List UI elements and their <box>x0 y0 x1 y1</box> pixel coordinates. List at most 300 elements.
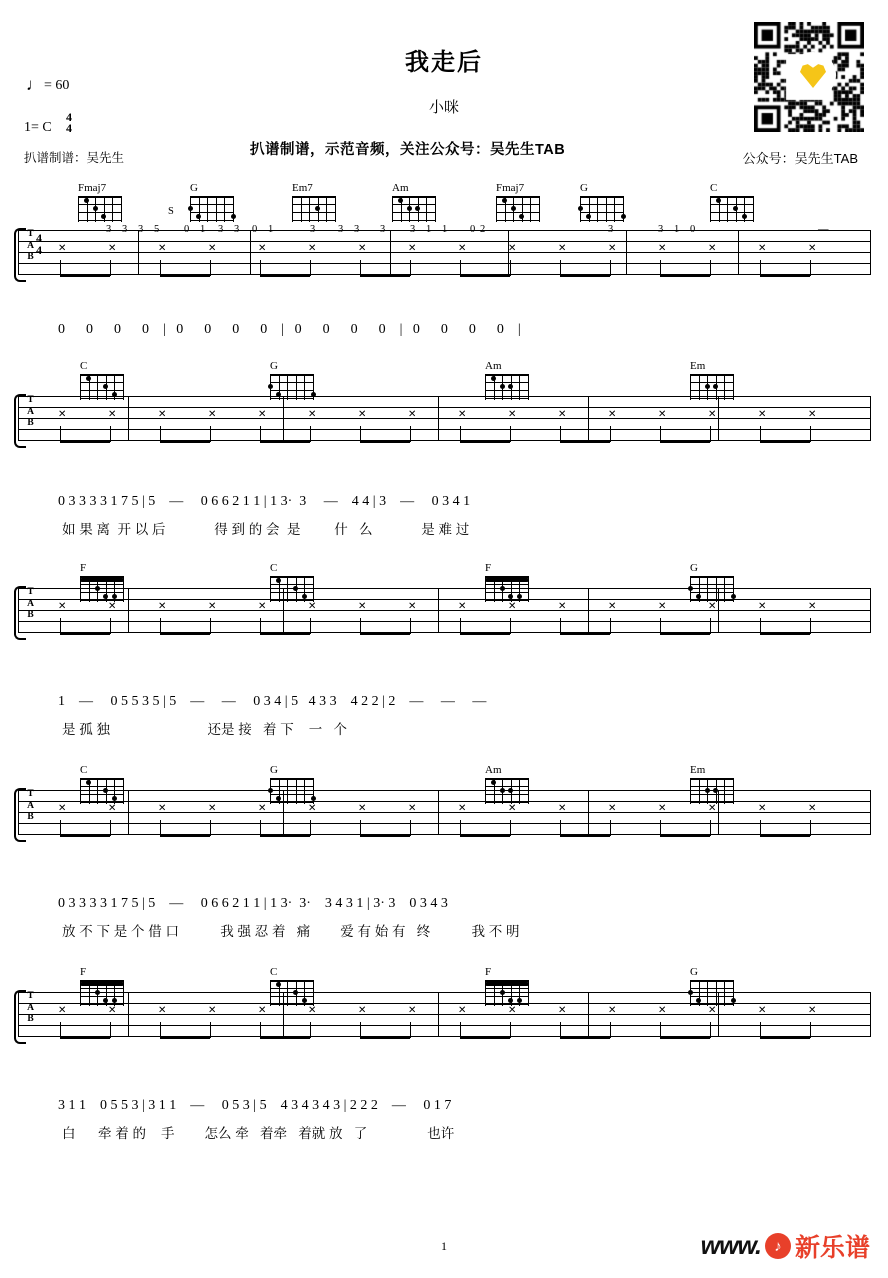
mute-stroke-mark: ✕ <box>458 803 467 814</box>
mute-stroke-mark: ✕ <box>158 803 167 814</box>
chord-label: C <box>80 360 88 372</box>
note-stem <box>410 1022 411 1038</box>
barline <box>390 230 391 275</box>
note-stem <box>560 426 561 442</box>
note-stem <box>260 260 261 276</box>
note-stem <box>710 618 711 634</box>
barline <box>588 790 589 835</box>
note-stem <box>810 820 811 836</box>
mute-stroke-mark: ✕ <box>808 601 817 612</box>
mute-stroke-mark: ✕ <box>58 409 67 420</box>
mute-stroke-mark: ✕ <box>558 803 567 814</box>
note-stem <box>160 426 161 442</box>
note-stem <box>660 1022 661 1038</box>
note-stem <box>210 260 211 276</box>
chord-label: G <box>270 360 278 372</box>
note-stem <box>510 820 511 836</box>
note-stem <box>260 1022 261 1038</box>
mute-stroke-mark: ✕ <box>408 243 417 254</box>
mute-stroke-mark: ✕ <box>408 601 417 612</box>
note-beam <box>760 441 810 443</box>
note-stem <box>310 260 311 276</box>
chord-label: Fmaj7 <box>78 182 107 194</box>
note-beam <box>560 1037 610 1039</box>
note-stem <box>660 820 661 836</box>
note-stem <box>410 260 411 276</box>
note-stem <box>810 1022 811 1038</box>
chord-diagram-fmaj7 <box>496 196 540 222</box>
tab-fret-number: 3 <box>138 224 144 235</box>
mute-stroke-mark: ✕ <box>508 243 517 254</box>
lyrics-line: 放 不 下 是 个 借 口 我 强 忍 着 痛 爱 有 始 有 终 我 不 明 <box>62 924 520 939</box>
barline <box>128 396 129 441</box>
chord-label: G <box>690 562 698 574</box>
tab-fret-number: 3 <box>310 224 316 235</box>
note-stem <box>760 426 761 442</box>
note-stem <box>110 426 111 442</box>
tab-fret-number: 3 <box>658 224 664 235</box>
mute-stroke-mark: ✕ <box>458 1005 467 1016</box>
note-stem <box>110 1022 111 1038</box>
mute-stroke-mark: ✕ <box>758 601 767 612</box>
note-stem <box>760 618 761 634</box>
note-beam <box>760 275 810 277</box>
chord-diagram-fmaj7 <box>78 196 122 222</box>
note-stem <box>60 1022 61 1038</box>
mute-stroke-mark: ✕ <box>708 803 717 814</box>
barline <box>870 790 871 835</box>
note-beam <box>660 633 710 635</box>
note-beam <box>460 1037 510 1039</box>
note-stem <box>160 260 161 276</box>
note-stem <box>460 260 461 276</box>
note-stem <box>610 1022 611 1038</box>
note-stem <box>210 618 211 634</box>
note-beam <box>360 1037 410 1039</box>
mute-stroke-mark: ✕ <box>608 409 617 420</box>
note-stem <box>360 618 361 634</box>
mute-stroke-mark: ✕ <box>258 243 267 254</box>
tab-fret-number: — <box>818 224 829 235</box>
tab-staff <box>18 790 870 836</box>
note-stem <box>160 1022 161 1038</box>
note-stem <box>610 618 611 634</box>
tab-fret-number: 3 <box>410 224 416 235</box>
note-stem <box>360 1022 361 1038</box>
tab-system-4 <box>18 790 870 836</box>
note-stem <box>510 618 511 634</box>
mute-stroke-mark: ✕ <box>58 803 67 814</box>
mute-stroke-mark: ✕ <box>658 803 667 814</box>
tab-fret-number: 3 <box>354 224 360 235</box>
note-stem <box>710 1022 711 1038</box>
barline <box>718 992 719 1037</box>
note-stem <box>260 820 261 836</box>
note-beam <box>160 441 210 443</box>
numbered-notation-line: 0 0 0 0 | 0 0 0 0 | 0 0 0 0 | 0 0 0 0 | <box>58 322 521 337</box>
mute-stroke-mark: ✕ <box>208 409 217 420</box>
barline <box>18 588 19 633</box>
chord-label: G <box>580 182 588 194</box>
note-beam <box>560 275 610 277</box>
mute-stroke-mark: ✕ <box>158 409 167 420</box>
mute-stroke-mark: ✕ <box>608 601 617 612</box>
promo-text: 扒谱制谱，示范音频，关注公众号：吴先生TAB <box>250 142 566 158</box>
mute-stroke-mark: ✕ <box>508 601 517 612</box>
mute-stroke-mark: ✕ <box>258 1005 267 1016</box>
tab-clef: T A B <box>27 395 34 428</box>
mute-stroke-mark: ✕ <box>258 803 267 814</box>
chord-label: Em <box>690 764 706 776</box>
numbered-notation-line: 1 — 0 5 5 3 5 | 5 — — 0 3 4 | 5 4 3 3 4 2 2 | 2 — — — <box>58 694 487 709</box>
mute-stroke-mark: ✕ <box>608 1005 617 1016</box>
note-stem <box>60 260 61 276</box>
watermark <box>701 1228 870 1264</box>
tab-fret-number: 3 <box>122 224 128 235</box>
mute-stroke-mark: ✕ <box>208 601 217 612</box>
tab-fret-number: 1 <box>674 224 680 235</box>
note-stem <box>360 426 361 442</box>
time-signature <box>66 112 72 134</box>
chord-label: F <box>80 966 87 978</box>
barline <box>18 790 19 835</box>
mute-stroke-mark: ✕ <box>558 409 567 420</box>
note-beam <box>260 633 310 635</box>
barline <box>18 396 19 441</box>
note-stem <box>810 618 811 634</box>
mute-stroke-mark: ✕ <box>358 601 367 612</box>
chord-label: C <box>270 562 278 574</box>
barline <box>738 230 739 275</box>
note-stem <box>560 820 561 836</box>
note-beam <box>60 1037 110 1039</box>
note-beam <box>560 835 610 837</box>
chord-label: Em <box>690 360 706 372</box>
mute-stroke-mark: ✕ <box>458 601 467 612</box>
note-stem <box>610 820 611 836</box>
tab-clef: T A B <box>27 229 34 262</box>
note-beam <box>360 835 410 837</box>
barline <box>283 992 284 1037</box>
note-stem <box>610 260 611 276</box>
note-stem <box>260 618 261 634</box>
note-stem <box>510 260 511 276</box>
numbered-notation-line: 3 1 1 0 5 5 3 | 3 1 1 — 0 5 3 | 5 4 3 4 3 4 3 | 2 2 2 — 0 1 7 <box>58 1098 452 1113</box>
note-beam <box>660 1037 710 1039</box>
tab-fret-number: 0 <box>470 224 476 235</box>
numbered-notation-line: 0 3 3 3 3 1 7 5 | 5 — 0 6 6 2 1 1 | 1 3· 3 — 4 4 | 3 — 0 3 4 1 <box>58 494 471 509</box>
note-stem <box>560 1022 561 1038</box>
note-beam <box>160 1037 210 1039</box>
barline <box>870 588 871 633</box>
credit-public-account: 公众号：吴先生TAB <box>742 151 858 166</box>
mute-stroke-mark: ✕ <box>708 409 717 420</box>
note-stem <box>110 260 111 276</box>
mute-stroke-mark: ✕ <box>358 409 367 420</box>
mute-stroke-mark: ✕ <box>158 243 167 254</box>
barline <box>128 588 129 633</box>
barline <box>138 230 139 275</box>
note-stem <box>210 1022 211 1038</box>
tab-fret-number: 0 <box>184 224 190 235</box>
mute-stroke-mark: ✕ <box>708 243 717 254</box>
note-stem <box>60 426 61 442</box>
chord-label: Em7 <box>292 182 313 194</box>
barline <box>718 790 719 835</box>
tab-fret-number: 3 <box>338 224 344 235</box>
note-stem <box>310 618 311 634</box>
tab-fret-number: 2 <box>480 224 486 235</box>
chord-diagram-g <box>580 196 624 222</box>
note-stem <box>760 820 761 836</box>
note-stem <box>710 260 711 276</box>
tab-time-signature: 4 4 <box>36 231 42 257</box>
note-stem <box>160 820 161 836</box>
barline <box>438 992 439 1037</box>
barline <box>438 396 439 441</box>
barline <box>283 588 284 633</box>
note-stem <box>560 618 561 634</box>
mute-stroke-mark: ✕ <box>758 803 767 814</box>
mute-stroke-mark: ✕ <box>108 243 117 254</box>
barline <box>438 588 439 633</box>
note-stem <box>60 820 61 836</box>
note-beam <box>60 441 110 443</box>
note-stem <box>710 426 711 442</box>
tab-staff <box>18 396 870 442</box>
note-stem <box>110 618 111 634</box>
mute-stroke-mark: ✕ <box>458 243 467 254</box>
note-beam <box>260 835 310 837</box>
note-beam <box>760 835 810 837</box>
barline <box>283 396 284 441</box>
tab-staff <box>18 588 870 634</box>
mute-stroke-mark: ✕ <box>558 601 567 612</box>
tab-clef: T A B <box>27 587 34 620</box>
mute-stroke-mark: ✕ <box>658 409 667 420</box>
mute-stroke-mark: ✕ <box>208 243 217 254</box>
note-stem <box>710 820 711 836</box>
mute-stroke-mark: ✕ <box>808 1005 817 1016</box>
tab-fret-number: 1 <box>268 224 274 235</box>
note-beam <box>460 275 510 277</box>
mute-stroke-mark: ✕ <box>508 1005 517 1016</box>
chord-label: F <box>485 562 492 574</box>
mute-stroke-mark: ✕ <box>358 1005 367 1016</box>
tab-system-3 <box>18 588 870 634</box>
mute-stroke-mark: ✕ <box>108 803 117 814</box>
mute-stroke-mark: ✕ <box>758 243 767 254</box>
chord-label: G <box>270 764 278 776</box>
tempo-value: = 60 <box>44 78 70 93</box>
note-beam <box>160 835 210 837</box>
note-stem <box>760 260 761 276</box>
tab-fret-number: 3 <box>380 224 386 235</box>
note-beam <box>460 441 510 443</box>
tab-staff <box>18 992 870 1038</box>
note-stem <box>210 820 211 836</box>
mute-stroke-mark: ✕ <box>308 243 317 254</box>
chord-label: C <box>80 764 88 776</box>
note-stem <box>660 260 661 276</box>
note-beam <box>60 633 110 635</box>
lyrics-line: 白 牵 着 的 手 怎么 牵 着牵 着就 放 了 也许 <box>62 1126 455 1141</box>
note-stem <box>460 426 461 442</box>
note-stem <box>460 1022 461 1038</box>
barline <box>250 230 251 275</box>
chord-label: G <box>190 182 198 194</box>
chord-label: F <box>485 966 492 978</box>
barline <box>438 790 439 835</box>
mute-stroke-mark: ✕ <box>258 601 267 612</box>
note-beam <box>460 633 510 635</box>
note-beam <box>360 275 410 277</box>
chord-label: C <box>270 966 278 978</box>
barline <box>18 230 19 275</box>
barline <box>718 588 719 633</box>
chord-diagram-c <box>710 196 754 222</box>
barline <box>128 992 129 1037</box>
note-beam <box>560 441 610 443</box>
mute-stroke-mark: ✕ <box>58 1005 67 1016</box>
note-stem <box>360 820 361 836</box>
mute-stroke-mark: ✕ <box>158 601 167 612</box>
qr-center-logo <box>790 52 836 98</box>
mute-stroke-mark: ✕ <box>758 409 767 420</box>
mute-stroke-mark: ✕ <box>108 409 117 420</box>
mute-stroke-mark: ✕ <box>158 1005 167 1016</box>
page-number: 1 <box>441 1239 447 1253</box>
mute-stroke-mark: ✕ <box>708 1005 717 1016</box>
tab-fret-number: 5 <box>154 224 160 235</box>
note-stem <box>610 426 611 442</box>
note-stem <box>310 1022 311 1038</box>
mute-stroke-mark: ✕ <box>208 803 217 814</box>
note-stem <box>460 618 461 634</box>
note-stem <box>310 426 311 442</box>
mute-stroke-mark: ✕ <box>208 1005 217 1016</box>
tab-system-2 <box>18 396 870 442</box>
note-beam <box>660 835 710 837</box>
mute-stroke-mark: ✕ <box>808 803 817 814</box>
barline <box>283 790 284 835</box>
watermark-site-name: 新乐谱 <box>794 1234 870 1262</box>
barline <box>870 396 871 441</box>
note-beam <box>160 633 210 635</box>
barline <box>718 396 719 441</box>
note-stem <box>810 426 811 442</box>
note-beam <box>560 633 610 635</box>
mute-stroke-mark: ✕ <box>408 1005 417 1016</box>
chord-label: Am <box>485 764 502 776</box>
note-beam <box>360 633 410 635</box>
mute-stroke-mark: ✕ <box>608 803 617 814</box>
page-title: 我走后 <box>405 49 483 76</box>
mute-stroke-mark: ✕ <box>358 243 367 254</box>
key-signature: 1= C <box>24 120 52 135</box>
mute-stroke-mark: ✕ <box>308 601 317 612</box>
mute-stroke-mark: ✕ <box>608 243 617 254</box>
barline <box>626 230 627 275</box>
mute-stroke-mark: ✕ <box>408 409 417 420</box>
mute-stroke-mark: ✕ <box>658 243 667 254</box>
artist-name: 小咪 <box>428 99 459 116</box>
mute-stroke-mark: ✕ <box>358 803 367 814</box>
note-stem <box>110 820 111 836</box>
mute-stroke-mark: ✕ <box>308 803 317 814</box>
tab-system-1 <box>18 230 870 276</box>
time-signature-bottom: 4 <box>66 121 72 135</box>
tab-fret-number: 0 <box>690 224 696 235</box>
note-beam <box>260 441 310 443</box>
barline <box>870 992 871 1037</box>
mute-stroke-mark: ✕ <box>658 1005 667 1016</box>
note-stem <box>660 426 661 442</box>
tab-fret-number: 3 <box>608 224 614 235</box>
slide-marker: S <box>168 206 174 217</box>
mute-stroke-mark: ✕ <box>508 409 517 420</box>
mute-stroke-mark: ✕ <box>108 1005 117 1016</box>
watermark-logo-icon: ♪ <box>765 1233 791 1259</box>
note-beam <box>660 441 710 443</box>
credit-arranger: 扒谱制谱：吴先生 <box>24 151 125 165</box>
note-stem <box>660 618 661 634</box>
note-beam <box>460 835 510 837</box>
mute-stroke-mark: ✕ <box>708 601 717 612</box>
barline <box>18 992 19 1037</box>
chord-label: Am <box>392 182 409 194</box>
tab-fret-number: 1 <box>200 224 206 235</box>
lyrics-line: 如 果 离 开 以 后 得 到 的 会 是 什 么 是 难 过 <box>62 522 470 537</box>
note-beam <box>260 275 310 277</box>
barline <box>588 992 589 1037</box>
mute-stroke-mark: ✕ <box>308 1005 317 1016</box>
note-beam <box>760 1037 810 1039</box>
note-stem <box>360 260 361 276</box>
tab-fret-number: 3 <box>218 224 224 235</box>
mute-stroke-mark: ✕ <box>658 601 667 612</box>
mute-stroke-mark: ✕ <box>108 601 117 612</box>
chord-diagram-am <box>392 196 436 222</box>
mute-stroke-mark: ✕ <box>408 803 417 814</box>
mute-stroke-mark: ✕ <box>258 409 267 420</box>
tempo-note-icon: ♩ <box>26 75 43 94</box>
tab-fret-number: 3 <box>106 224 112 235</box>
mute-stroke-mark: ✕ <box>558 1005 567 1016</box>
tab-fret-number: 3 <box>234 224 240 235</box>
tab-staff <box>18 230 870 276</box>
note-beam <box>60 835 110 837</box>
note-stem <box>760 1022 761 1038</box>
note-stem <box>460 820 461 836</box>
barline <box>588 396 589 441</box>
note-stem <box>410 426 411 442</box>
note-stem <box>210 426 211 442</box>
mute-stroke-mark: ✕ <box>508 803 517 814</box>
numbered-notation-line: 0 3 3 3 3 1 7 5 | 5 — 0 6 6 2 1 1 | 1 3· 3· 3 4 3 1 | 3· 3 0 3 4 3 <box>58 896 448 911</box>
tab-fret-number: 0 <box>252 224 258 235</box>
tab-fret-number: 1 <box>426 224 432 235</box>
watermark-url: www. <box>700 1231 761 1260</box>
chord-label: G <box>690 966 698 978</box>
note-beam <box>160 275 210 277</box>
note-stem <box>260 426 261 442</box>
lyrics-line: 是 孤 独 还是 接 着 下 一 个 <box>62 722 348 737</box>
note-beam <box>660 275 710 277</box>
mute-stroke-mark: ✕ <box>808 409 817 420</box>
heart-icon <box>800 62 826 88</box>
mute-stroke-mark: ✕ <box>58 601 67 612</box>
